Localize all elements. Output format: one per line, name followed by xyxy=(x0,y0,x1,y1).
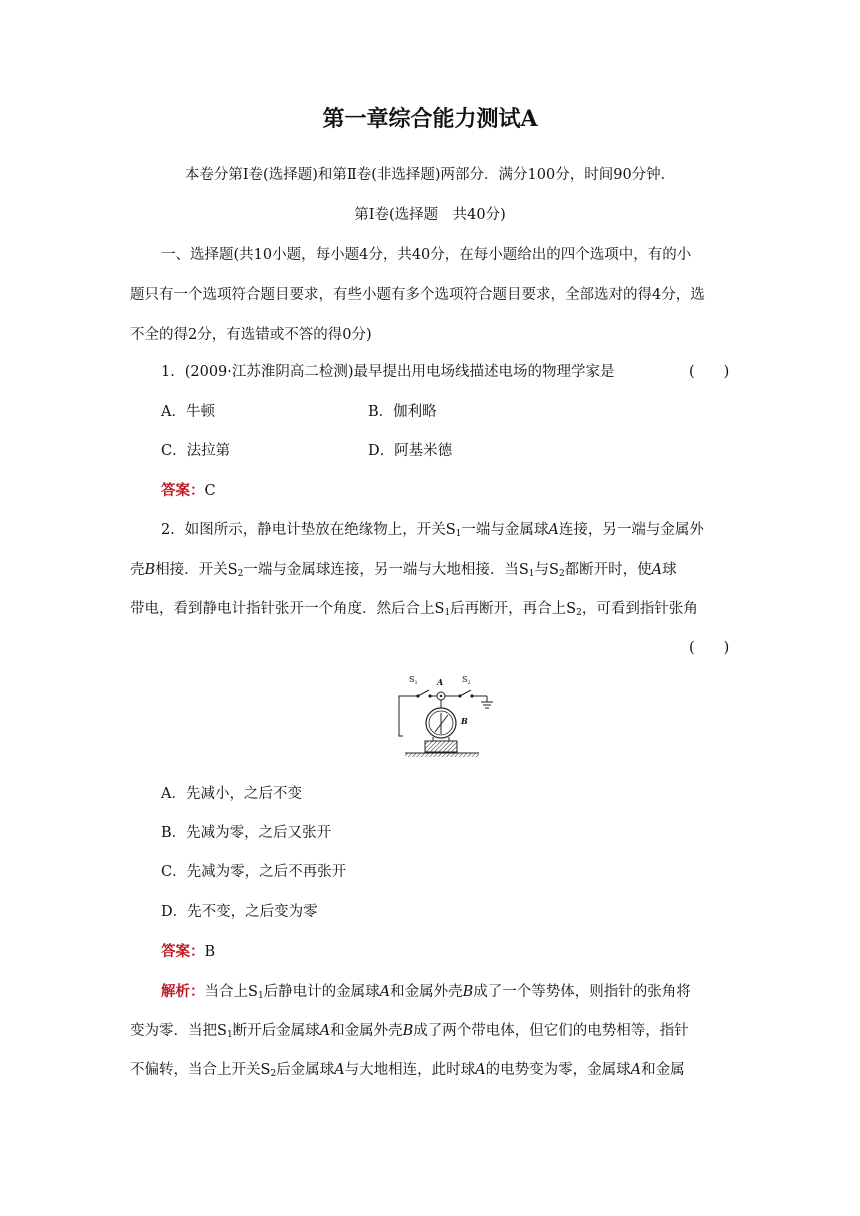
q2-answer-label: 答案： xyxy=(161,943,205,960)
q1-stem: 1．(2009·江苏淮阴高二检测)最早提出用电场线描述电场的物理学家是 xyxy=(161,364,615,380)
q2-option-d: D．先不变，之后变为零 xyxy=(161,904,318,920)
q1-answer-paren: ( ) xyxy=(689,364,730,380)
q1-answer-label: 答案： xyxy=(161,482,205,499)
q1-option-a: A．牛顿 xyxy=(161,404,215,420)
q2-option-c: C．先减为零，之后不再张开 xyxy=(161,864,347,880)
q1-answer-value: C xyxy=(204,483,216,499)
s2-switch-blade xyxy=(460,690,471,696)
q2-stem-line-1: 2．如图所示，静电计垫放在绝缘物上，开关$S_1$一端与金属球A连接，另一端与金属外 xyxy=(161,522,704,539)
instructions-line-2: 题只有一个选项符合题目要求，有些小题有多个选项符合题目要求，全部选对的得4分，选 xyxy=(130,287,705,303)
label-b: B xyxy=(461,716,468,726)
q1-option-d: D．阿基米德 xyxy=(368,443,453,459)
q2-answer-value: B xyxy=(204,944,216,960)
q2-stem-line-3: 带电，看到静电计指针张开一个角度．然后合上$S_1$后再断开，再合上$S_2$，可看到指针张角 xyxy=(130,601,698,618)
label-a: A xyxy=(437,677,444,687)
electroscope-circuit-figure xyxy=(395,668,515,764)
q1-option-b: B．伽利略 xyxy=(368,404,437,420)
insulating-base xyxy=(425,741,457,752)
intro-text: 本卷分第Ⅰ卷(选择题)和第Ⅱ卷(非选择题)两部分．满分100分，时间90分钟． xyxy=(184,167,676,183)
ground-surface xyxy=(405,753,479,757)
q2-option-b: B．先减为零，之后又张开 xyxy=(161,825,332,841)
q1-option-c: C．法拉第 xyxy=(161,443,231,459)
q2-analysis-line-3: 不偏转，当合上开关$S_2$后金属球A与大地相连，此时球A的电势变为零，金属球A和金属 xyxy=(130,1062,685,1079)
page-title: 第一章综合能力测试A xyxy=(322,106,538,132)
q2-analysis-line-2: 变为零．当把$S_1$断开后金属球A和金属外壳B成了两个带电体，但它们的电势相等，指针 xyxy=(130,1023,689,1040)
q2-answer-paren: ( ) xyxy=(689,640,730,656)
q1-answer xyxy=(161,481,216,501)
section-heading: 第Ⅰ卷(选择题 共40分) xyxy=(354,207,506,223)
q2-answer xyxy=(161,942,215,962)
q2-stem-line-2: 壳B相接．开关$S_2$一端与金属球连接，另一端与大地相接．当$S_1$与$S_2$都断开时，使A球 xyxy=(130,562,677,579)
instructions-line-3: 不全的得2分，有选错或不答的得0分) xyxy=(130,327,372,343)
label-s2: $S_2$ xyxy=(462,675,471,686)
q2-analysis-label: 解析： xyxy=(161,983,205,1000)
s1-switch-blade xyxy=(418,690,429,696)
q2-analysis-line-1: 解析：当合上$S_1$后静电计的金属球A和金属外壳B成了一个等势体，则指针的张角将 xyxy=(161,983,691,1001)
instructions-line-1: 一、选择题(共10小题，每小题4分，共40分，在每小题给出的四个选项中，有的小 xyxy=(161,247,692,263)
q2-option-a: A．先减小，之后不变 xyxy=(161,786,302,802)
label-s1: $S_1$ xyxy=(409,675,418,686)
